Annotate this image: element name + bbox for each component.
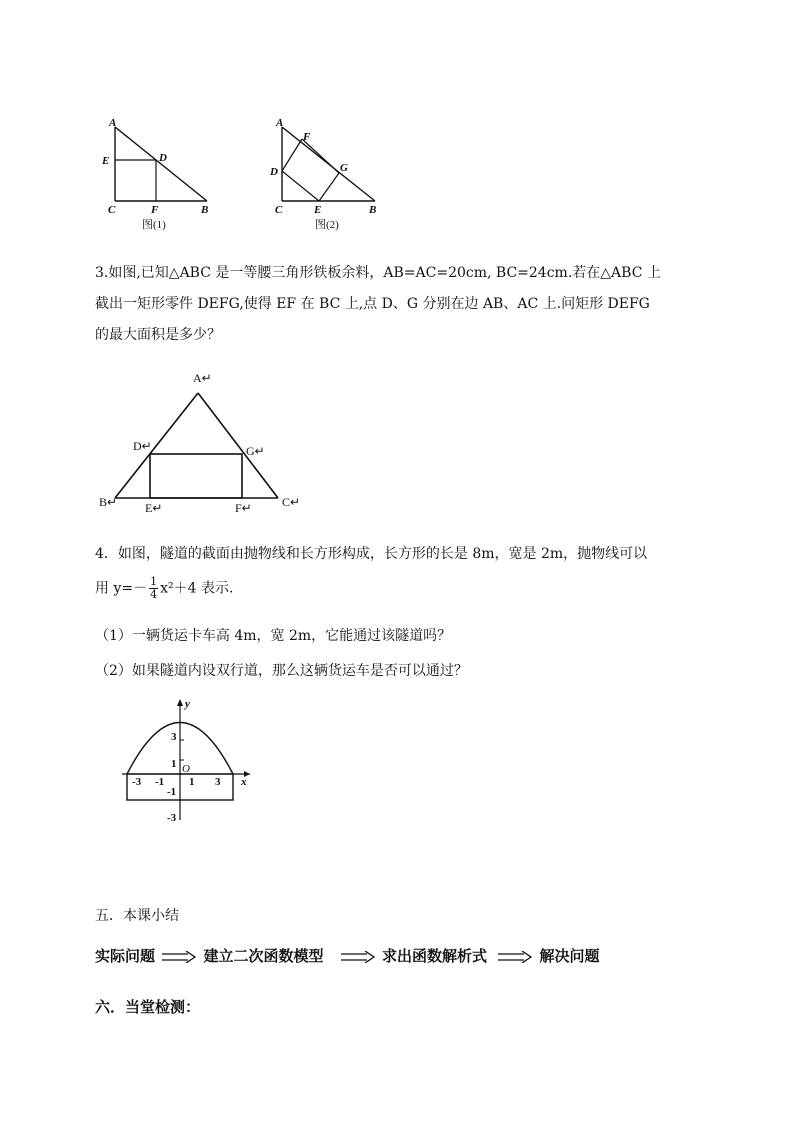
label-c: C [275, 204, 283, 216]
flow-step-1: 实际问题 [95, 947, 156, 965]
problem-3-line-1: 3.如图,已知△ABC 是一等腰三角形铁板余料，AB=AC=20cm, BC=24cm.若在△ABC 上 [95, 265, 661, 281]
flow-step-2: 建立二次函数模型 [203, 947, 324, 965]
label-g: G↵ [246, 444, 265, 458]
fraction [149, 576, 158, 601]
flow-step-4: 解决问题 [539, 947, 600, 965]
label-e: E↵ [145, 501, 163, 515]
figure-4 [118, 695, 258, 830]
figure-1 [100, 115, 220, 235]
label-d: D↵ [133, 439, 152, 453]
problem-4-line-2 [95, 576, 233, 601]
x-tick-neg1: -1 [155, 776, 165, 788]
problem-4-question-1: （1）一辆货运卡车高 4m，宽 2m，它能通过该隧道吗？ [95, 628, 452, 644]
y-tick-3: 3 [171, 731, 177, 743]
label-c: C↵ [282, 495, 301, 509]
label-g: G [340, 162, 348, 174]
origin-label: O [182, 763, 190, 775]
label-c: C [108, 204, 116, 216]
figure-2-caption: 图(2) [315, 219, 339, 231]
label-f: F [303, 131, 311, 143]
x-tick-neg3: -3 [132, 776, 142, 788]
label-e: E [102, 155, 110, 167]
problem-3-line-3: 的最大面积是多少？ [95, 327, 221, 343]
label-a: A [109, 117, 117, 129]
label-d: D [159, 152, 167, 164]
label-f: F↵ [235, 501, 252, 515]
label-b: B [201, 204, 209, 216]
label-b: B↵ [99, 495, 118, 509]
problem-4-question-2: （2）如果隧道内设双行道，那么这辆货运车是否可以通过？ [95, 663, 468, 679]
formula-prefix: 用 y=－ [95, 580, 148, 597]
label-f: F [151, 204, 159, 216]
axis-y-label: y [185, 698, 190, 710]
section-6-title: 六．当堂检测： [95, 998, 201, 1016]
y-tick-neg3: -3 [167, 812, 177, 824]
label-a: A [276, 117, 284, 129]
figure-1-caption: 图(1) [142, 219, 166, 231]
x-tick-1: 1 [189, 776, 195, 788]
label-e: E [314, 204, 322, 216]
formula-suffix: x²＋4 表示. [160, 580, 234, 597]
double-arrow-icon [162, 951, 196, 963]
axis-x-label: x [241, 776, 247, 788]
fraction-denominator: 4 [150, 588, 158, 601]
label-d: D [270, 166, 278, 178]
figure-3 [95, 368, 310, 518]
section-5-title: 五．本课小结 [95, 908, 179, 924]
y-tick-neg1: -1 [167, 786, 177, 798]
x-tick-3: 3 [215, 776, 221, 788]
problem-4-line-1: 4．如图，隧道的截面由抛物线和长方形构成，长方形的长是 8m，宽是 2m，抛物线可以 [95, 546, 648, 562]
y-tick-1: 1 [171, 758, 177, 770]
flow-step-3: 求出函数解析式 [381, 947, 487, 965]
double-arrow-icon [498, 951, 532, 963]
double-arrow-icon [341, 951, 375, 963]
summary-flow [95, 945, 599, 966]
label-a: A↵ [193, 371, 212, 385]
fraction-numerator: 1 [150, 575, 158, 588]
label-b: B [369, 204, 377, 216]
problem-3-line-2: 截出一矩形零件 DEFG,使得 EF 在 BC 上,点 D、G 分别在边 AB、AC 上.问矩形 DEFG [95, 296, 650, 312]
figure-2 [265, 115, 390, 235]
